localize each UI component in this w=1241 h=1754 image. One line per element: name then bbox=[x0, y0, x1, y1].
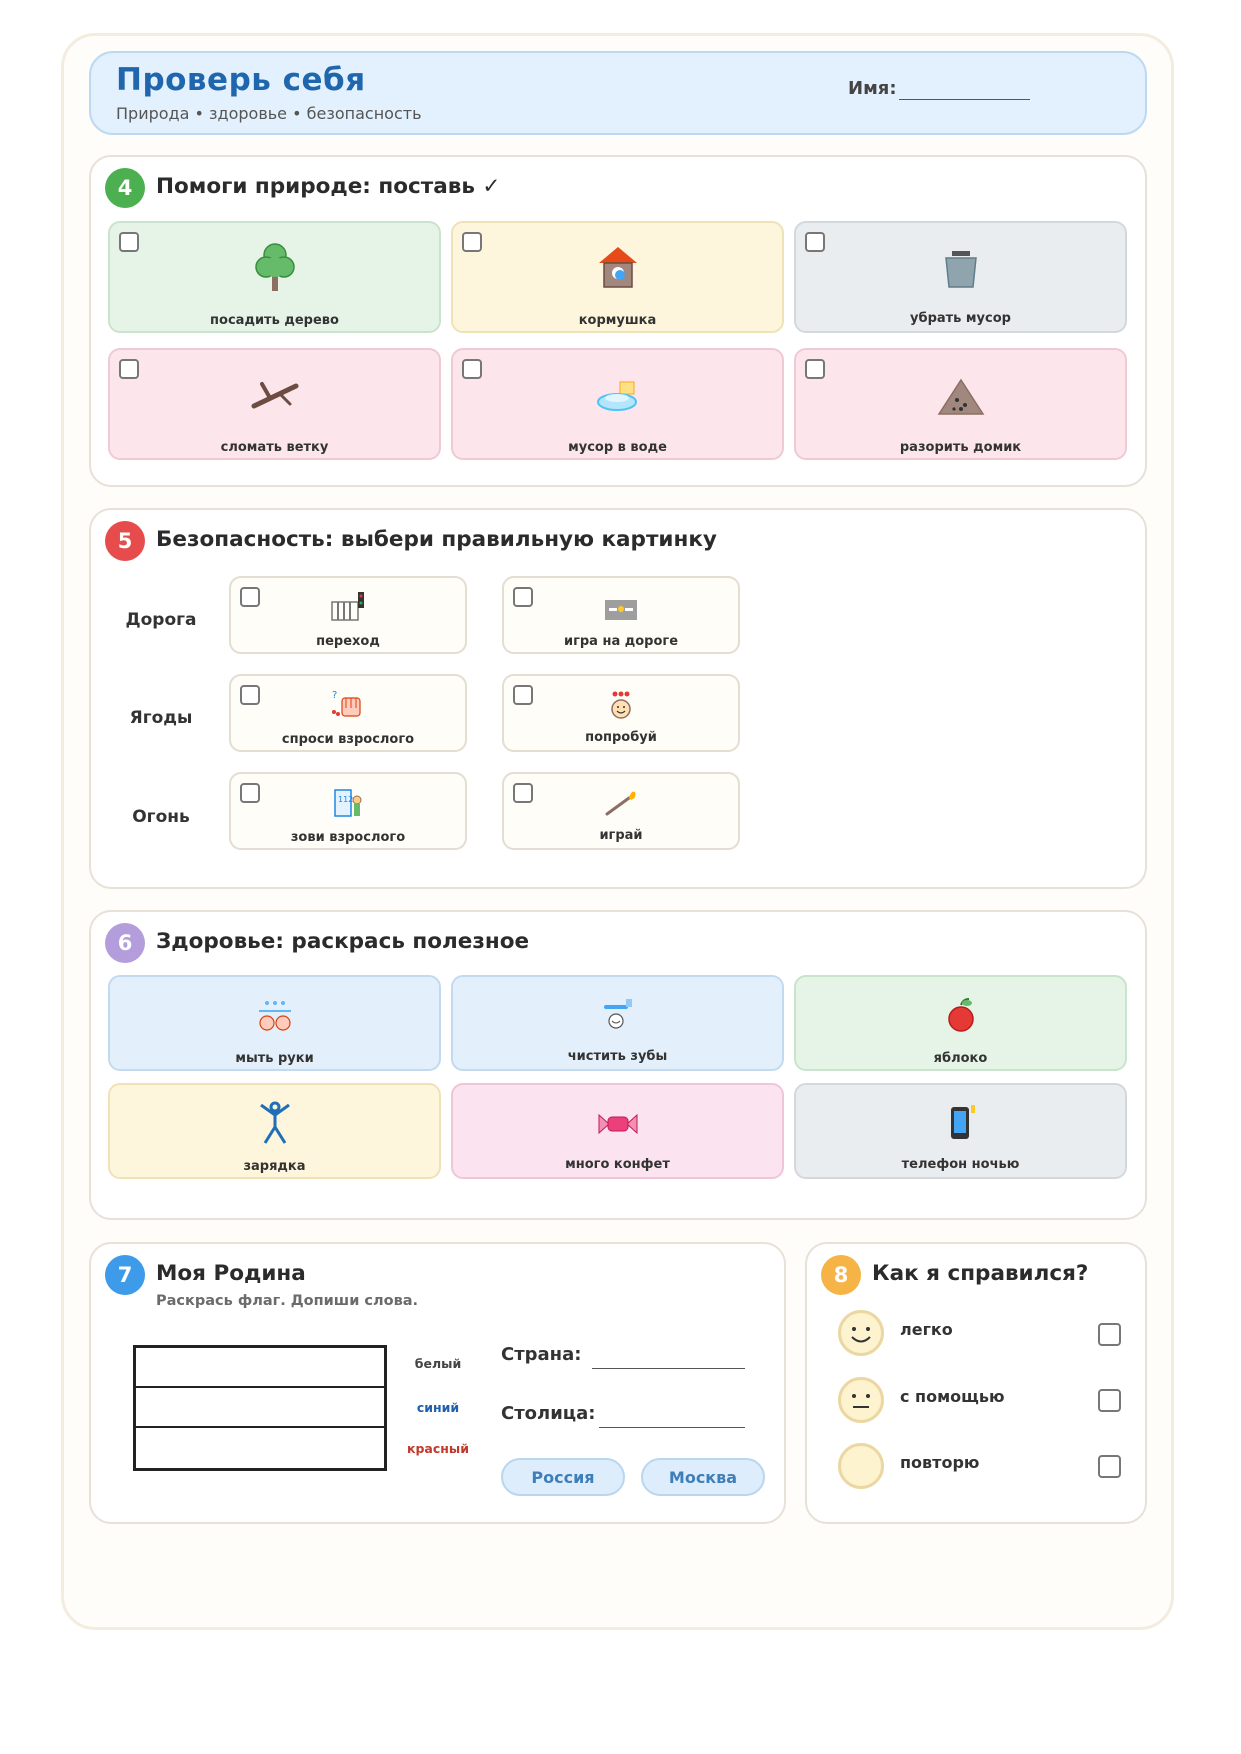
nature-card[interactable] bbox=[108, 221, 441, 333]
card-label: игра на дороге bbox=[563, 634, 679, 649]
card-label: сломать ветку bbox=[220, 440, 329, 455]
match-icon bbox=[603, 788, 639, 818]
card-label: зарядка bbox=[243, 1159, 306, 1174]
card-label: мусор в воде bbox=[568, 440, 667, 455]
row-label: Ягоды bbox=[129, 708, 193, 728]
nature-card[interactable] bbox=[794, 221, 1127, 333]
safety-option-card[interactable] bbox=[229, 674, 467, 752]
card-label: телефон ночью bbox=[901, 1157, 1020, 1172]
checkbox[interactable] bbox=[462, 359, 482, 379]
name-field[interactable] bbox=[899, 99, 1030, 100]
water-pollution-icon bbox=[596, 380, 640, 414]
card-label: много конфет bbox=[565, 1157, 670, 1172]
checkbox[interactable] bbox=[240, 685, 260, 705]
crosswalk-icon bbox=[330, 590, 366, 622]
neutral-face-icon bbox=[838, 1377, 884, 1423]
phone-icon bbox=[945, 1103, 977, 1141]
row-label: Дорога bbox=[125, 610, 197, 630]
flag-stripe-bottom[interactable] bbox=[136, 1428, 384, 1468]
nature-card[interactable] bbox=[108, 348, 441, 460]
checkbox[interactable] bbox=[240, 783, 260, 803]
nature-card[interactable] bbox=[794, 348, 1127, 460]
svg-text:?: ? bbox=[332, 690, 338, 701]
country-label: Страна: bbox=[501, 1344, 582, 1365]
health-card[interactable] bbox=[451, 1083, 784, 1179]
name-label: Имя: bbox=[848, 78, 897, 99]
card-label: чистить зубы bbox=[567, 1049, 668, 1064]
flag-stripe-middle[interactable] bbox=[136, 1388, 384, 1428]
safety-option-card[interactable] bbox=[229, 576, 467, 654]
capital-field[interactable] bbox=[599, 1427, 745, 1428]
checkbox[interactable] bbox=[513, 783, 533, 803]
candy-icon bbox=[597, 1113, 639, 1135]
apple-icon bbox=[945, 997, 977, 1033]
anthill-icon bbox=[937, 378, 985, 416]
nature-card[interactable] bbox=[451, 221, 784, 333]
header-banner bbox=[89, 51, 1147, 135]
assessment-checkbox[interactable] bbox=[1098, 1323, 1121, 1346]
page-subtitle: Природа • здоровье • безопасность bbox=[116, 104, 422, 123]
checkbox[interactable] bbox=[805, 232, 825, 252]
safety-option-card[interactable] bbox=[502, 772, 740, 850]
wash-hands-icon bbox=[255, 999, 295, 1033]
assessment-label: повторю bbox=[900, 1453, 980, 1472]
broken-branch-icon bbox=[250, 378, 300, 412]
section-title: Моя Родина bbox=[156, 1261, 306, 1286]
section-number-badge: 8 bbox=[821, 1255, 861, 1295]
flag-to-color[interactable] bbox=[133, 1345, 387, 1471]
health-card[interactable] bbox=[451, 975, 784, 1071]
card-label: мыть руки bbox=[235, 1051, 314, 1066]
health-card[interactable] bbox=[794, 1083, 1127, 1179]
card-label: разорить домик bbox=[899, 440, 1022, 455]
assessment-checkbox[interactable] bbox=[1098, 1389, 1121, 1412]
card-label: посадить дерево bbox=[210, 313, 339, 328]
checkbox[interactable] bbox=[513, 587, 533, 607]
safety-option-card[interactable] bbox=[502, 576, 740, 654]
checkbox[interactable] bbox=[462, 232, 482, 252]
section-number-badge: 4 bbox=[105, 168, 145, 208]
health-card[interactable] bbox=[108, 1083, 441, 1179]
safety-option-card[interactable] bbox=[502, 674, 740, 752]
ask-adult-icon bbox=[330, 688, 366, 722]
assessment-label: легко bbox=[900, 1320, 953, 1339]
word-hint-country[interactable]: Россия bbox=[501, 1458, 625, 1496]
card-label: переход bbox=[316, 634, 380, 649]
section-title: Здоровье: раскрась полезное bbox=[156, 929, 530, 954]
checkbox[interactable] bbox=[513, 685, 533, 705]
checkbox[interactable] bbox=[240, 587, 260, 607]
page-title: Проверь себя bbox=[116, 62, 366, 98]
blank-face-icon bbox=[838, 1443, 884, 1489]
card-label: яблоко bbox=[933, 1051, 988, 1066]
flag-color-label-blue: синий bbox=[416, 1400, 460, 1415]
tree-icon bbox=[253, 241, 297, 293]
svg-text:112: 112 bbox=[338, 795, 354, 804]
capital-label: Столица: bbox=[501, 1403, 596, 1424]
taste-berries-icon bbox=[606, 690, 636, 720]
trash-bin-icon bbox=[942, 249, 980, 289]
checkbox[interactable] bbox=[805, 359, 825, 379]
checkbox[interactable] bbox=[119, 359, 139, 379]
flag-color-label-white: белый bbox=[414, 1356, 462, 1371]
card-label: спроси взрослого bbox=[281, 732, 415, 747]
exercise-icon bbox=[257, 1101, 293, 1145]
card-label: убрать мусор bbox=[910, 311, 1011, 326]
card-label: играй bbox=[599, 828, 643, 843]
row-label: Огонь bbox=[132, 807, 190, 827]
section-number-badge: 7 bbox=[105, 1255, 145, 1295]
health-card[interactable] bbox=[794, 975, 1127, 1071]
assessment-checkbox[interactable] bbox=[1098, 1455, 1121, 1478]
birdhouse-icon bbox=[597, 245, 639, 289]
health-card[interactable] bbox=[108, 975, 441, 1071]
section-title: Как я справился? bbox=[872, 1261, 1089, 1286]
assessment-label: с помощью bbox=[900, 1387, 1005, 1406]
flag-color-label-red: красный bbox=[407, 1441, 469, 1456]
checkbox[interactable] bbox=[119, 232, 139, 252]
nature-card[interactable] bbox=[451, 348, 784, 460]
word-hint-capital[interactable]: Москва bbox=[641, 1458, 765, 1496]
toothbrush-icon bbox=[600, 997, 636, 1031]
card-label: зови взрослого bbox=[290, 830, 406, 845]
safety-option-card[interactable] bbox=[229, 772, 467, 850]
call-adult-icon bbox=[331, 788, 365, 820]
flag-stripe-top[interactable] bbox=[136, 1348, 384, 1388]
country-field[interactable] bbox=[592, 1368, 745, 1369]
section-title: Помоги природе: поставь ✓ bbox=[156, 174, 501, 199]
smile-face-icon bbox=[838, 1310, 884, 1356]
road-play-icon bbox=[603, 598, 639, 622]
section-number-badge: 5 bbox=[105, 521, 145, 561]
card-label: кормушка bbox=[578, 313, 657, 328]
section-number-badge: 6 bbox=[105, 923, 145, 963]
section-instruction: Раскрась флаг. Допиши слова. bbox=[156, 1293, 419, 1309]
section-title: Безопасность: выбери правильную картинку bbox=[156, 527, 717, 552]
card-label: попробуй bbox=[585, 730, 657, 745]
